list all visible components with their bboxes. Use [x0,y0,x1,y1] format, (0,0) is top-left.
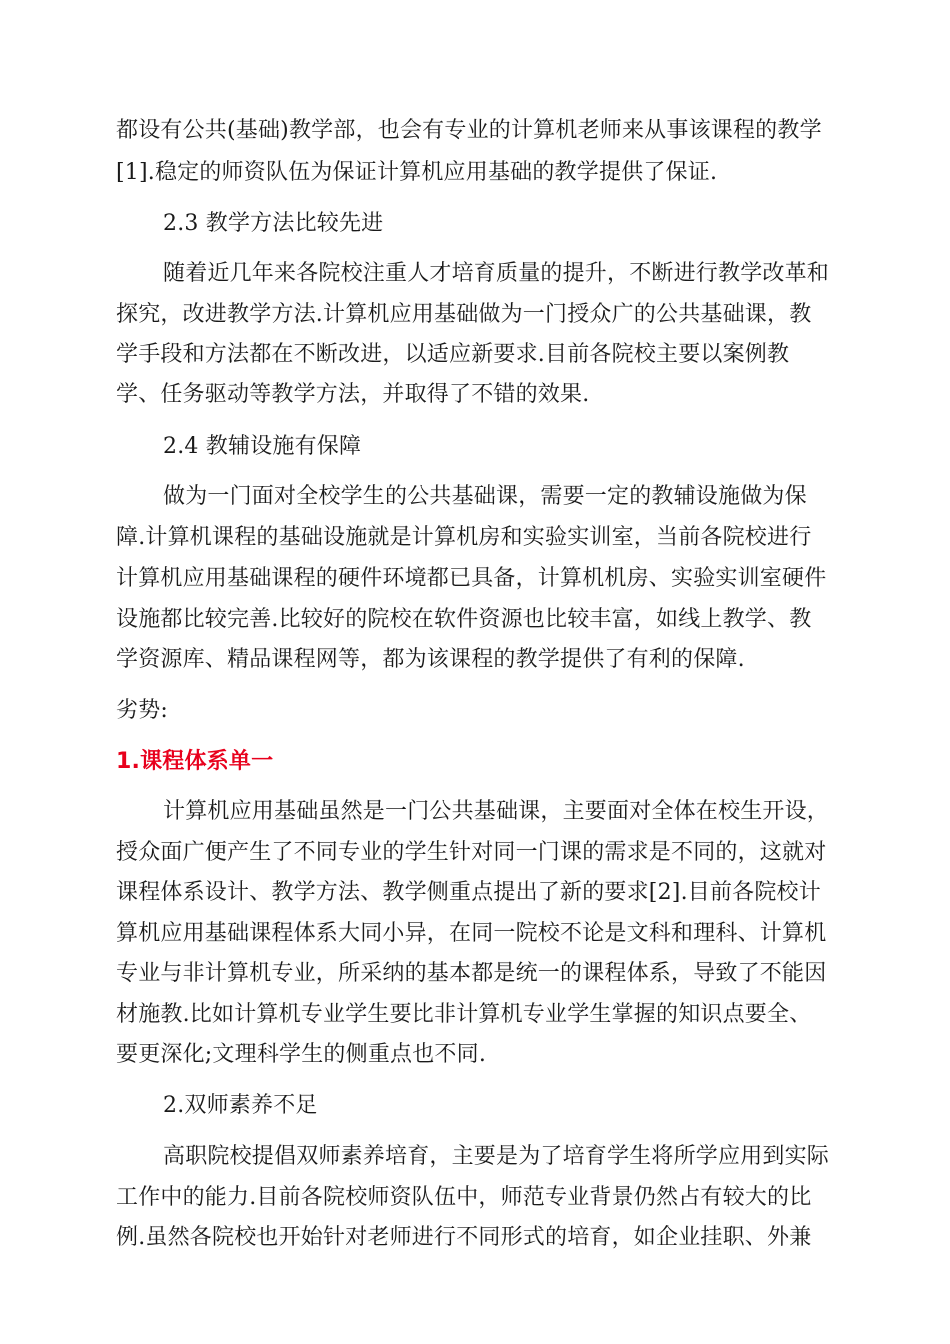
paragraph-line: 都设有公共(基础)教学部，也会有专业的计算机老师来从事该课程的教学 [116,118,822,143]
disadvantages-label: 劣势: [116,698,169,723]
paragraph-line: [1].稳定的师资队伍为保证计算机应用基础的教学提供了保证. [116,160,718,185]
subheading-dual-teacher: 2.双师素养不足 [163,1093,318,1118]
paragraph-line: 障.计算机课程的基础设施就是计算机房和实验实训室，当前各院校进行 [116,525,812,550]
paragraph-line: 学资源库、精品课程网等，都为该课程的教学提供了有利的保障. [116,647,745,672]
paragraph-line: 计算机应用基础虽然是一门公共基础课，主要面对全体在校生开设， [163,799,830,824]
paragraph-line: 探究，改进教学方法.计算机应用基础做为一门授众广的公共基础课，教 [116,302,812,327]
paragraph-line: 学手段和方法都在不断改进，以适应新要求.目前各院校主要以案例教 [116,342,790,367]
paragraph-line: 高职院校提倡双师素养培育，主要是为了培育学生将所学应用到实际 [163,1144,830,1169]
paragraph-line: 计算机应用基础课程的硬件环境都已具备，计算机机房、实验实训室硬件 [116,566,827,591]
paragraph-line: 学、任务驱动等教学方法，并取得了不错的效果. [116,382,590,407]
section-heading-2-4: 2.4 教辅设施有保障 [163,434,362,459]
subheading-course-system: 1.课程体系单一 [116,749,274,774]
paragraph-line: 设施都比较完善.比较好的院校在软件资源也比较丰富，如线上教学、教 [116,607,812,632]
paragraph-line: 例.虽然各院校也开始针对老师进行不同形式的培育，如企业挂职、外兼 [116,1225,812,1250]
paragraph-line: 授众面广便产生了不同专业的学生针对同一门课的需求是不同的，这就对 [116,840,827,865]
paragraph-line: 课程体系设计、教学方法、教学侧重点提出了新的要求[2].目前各院校计 [116,880,821,905]
paragraph-line: 工作中的能力.目前各院校师资队伍中，师范专业背景仍然占有较大的比 [116,1185,812,1210]
paragraph-line: 算机应用基础课程体系大同小异，在同一院校不论是文科和理科、计算机 [116,921,827,946]
paragraph-line: 专业与非计算机专业，所采纳的基本都是统一的课程体系，导致了不能因 [116,961,827,986]
paragraph-line: 做为一门面对全校学生的公共基础课，需要一定的教辅设施做为保 [163,484,807,509]
paragraph-line: 材施教.比如计算机专业学生要比非计算机专业学生掌握的知识点要全、 [116,1002,812,1027]
paragraph-line: 随着近几年来各院校注重人才培育质量的提升，不断进行教学改革和 [163,261,830,286]
paragraph-line: 要更深化;文理科学生的侧重点也不同. [116,1042,487,1067]
section-heading-2-3: 2.3 教学方法比较先进 [163,211,384,236]
